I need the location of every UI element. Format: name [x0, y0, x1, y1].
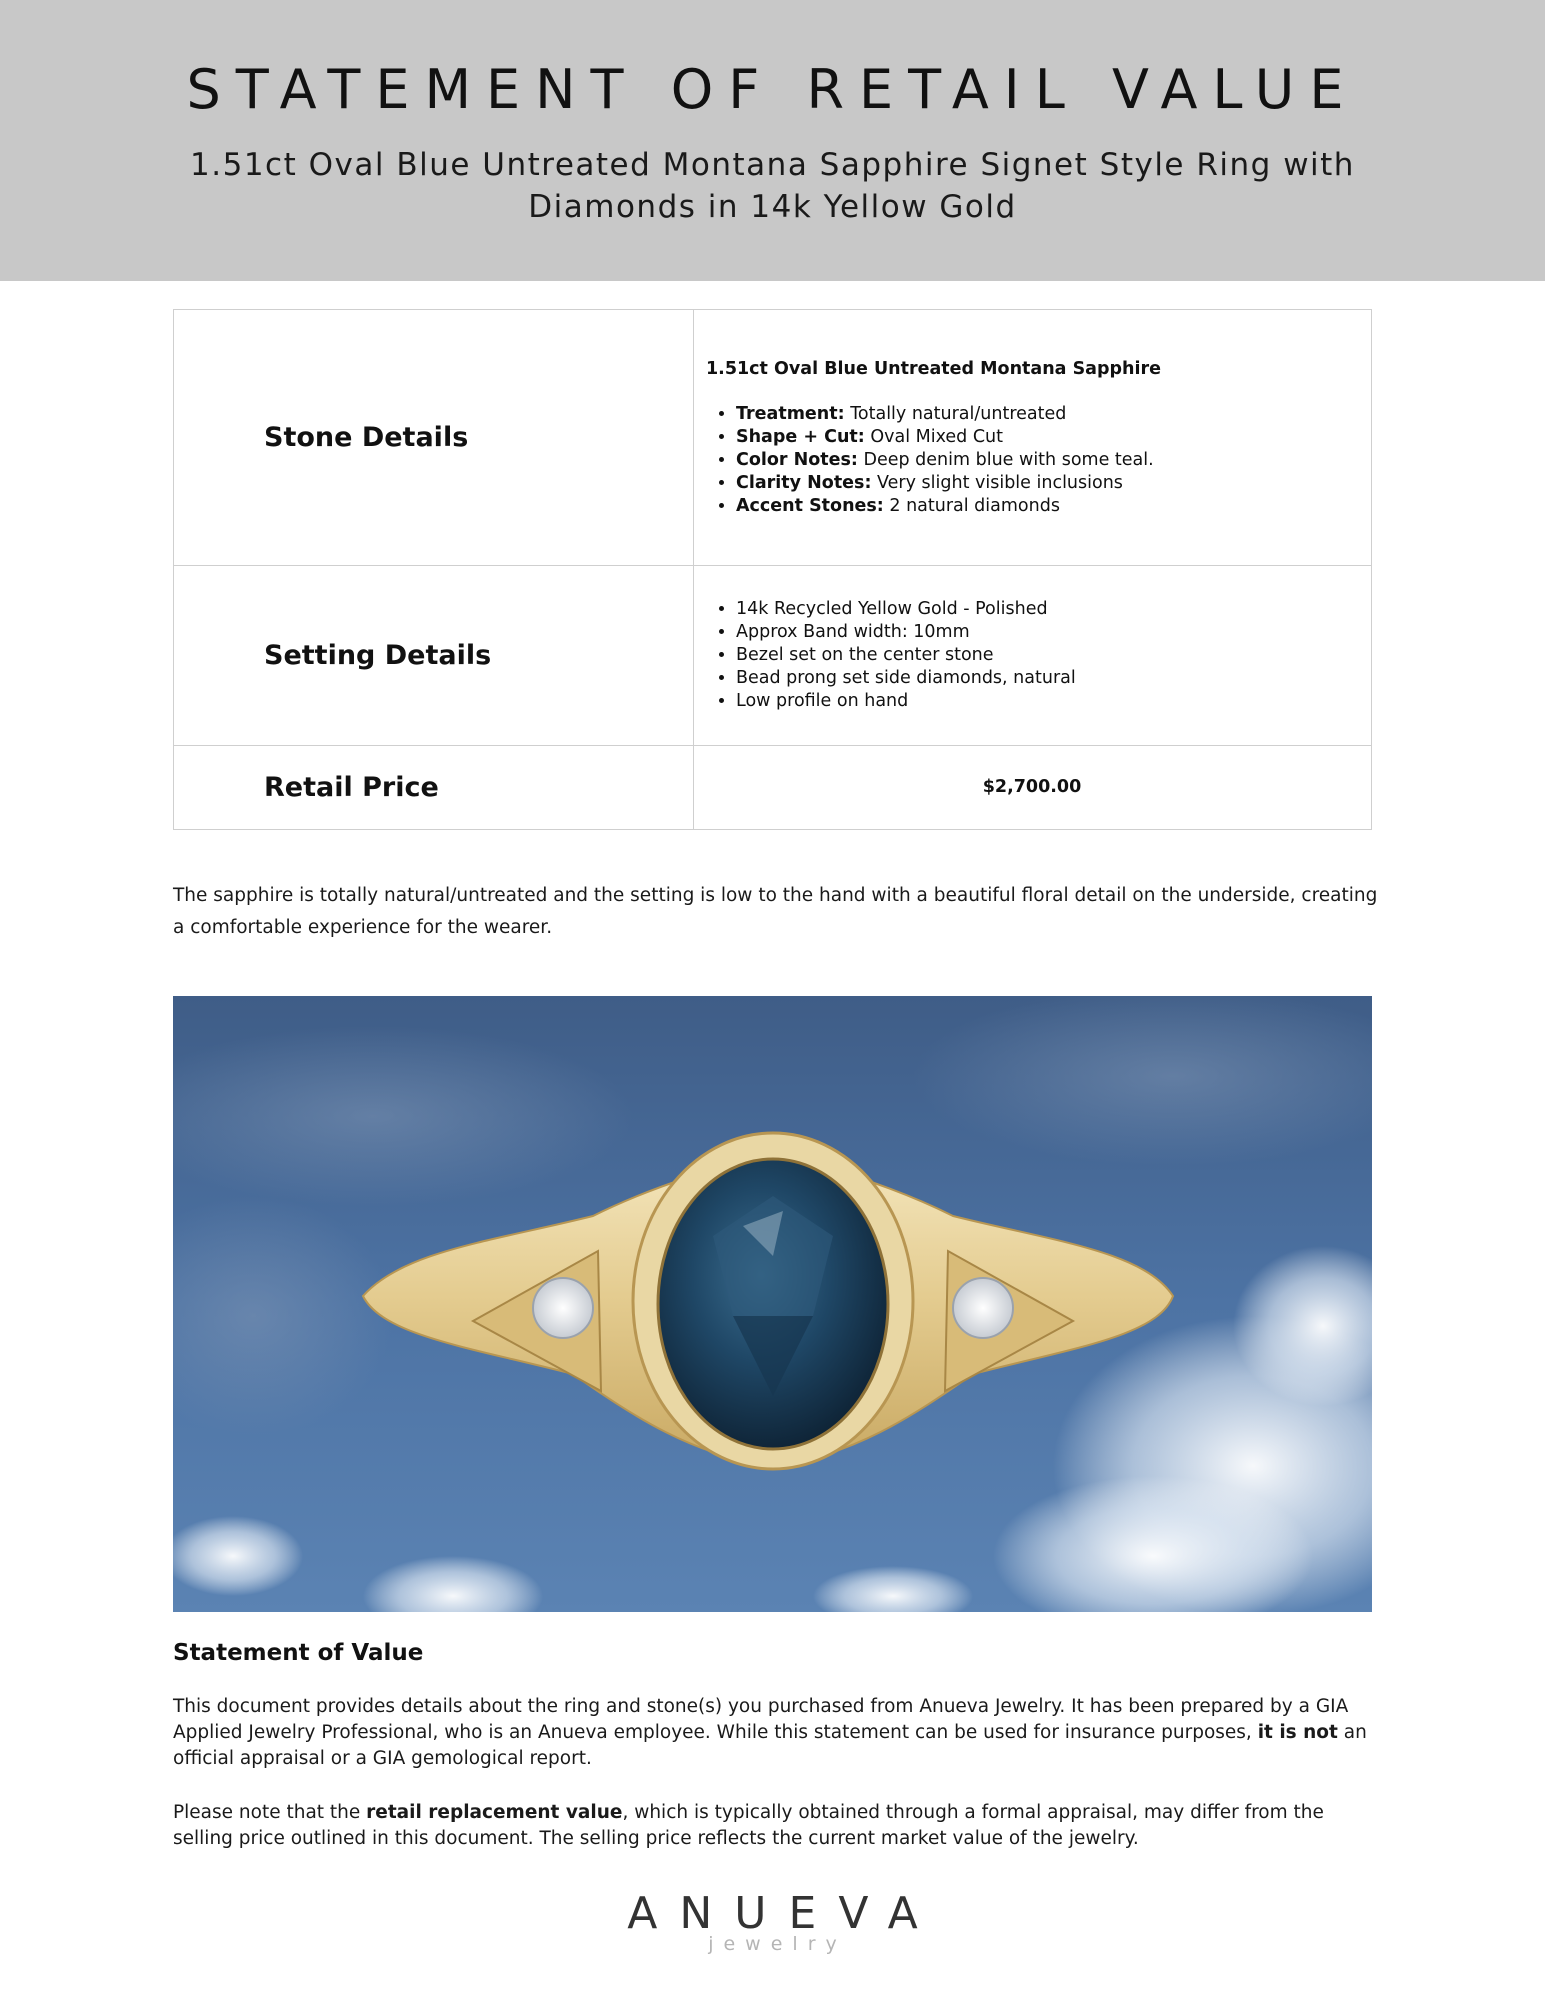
- list-item: • Clarity Notes: Very slight visible inclusions: [736, 472, 1370, 495]
- document-title: STATEMENT OF RETAIL VALUE: [186, 58, 1359, 121]
- product-subtitle: 1.51ct Oval Blue Untreated Montana Sapphire Signet Style Ring with Diamonds in 14k Yellow Gold: [190, 147, 1355, 225]
- statement-paragraph-1: This document provides details about the ring and stone(s) you purchased from Anueva Jewelry. It has been prepared by a GIA Applied Jewelry Professional, who is an Anueva employee. While this statement can be used for insurance purposes, it is not an official appraisal or a GIA gemological report.: [173, 1696, 1367, 1769]
- ring-photo: [173, 996, 1372, 1612]
- setting-details-row: [174, 566, 1372, 746]
- list-item: • Treatment: Totally natural/untreated: [736, 403, 1370, 426]
- logo-brand: ANUEVA: [627, 1888, 940, 1939]
- retail-price-value: $2,700.00: [694, 746, 1372, 830]
- stone-details-label: Stone Details: [264, 422, 469, 453]
- setting-details-label: Setting Details: [264, 640, 492, 671]
- stone-heading: 1.51ct Oval Blue Untreated Montana Sapphire: [706, 358, 1161, 379]
- details-table: [173, 309, 1372, 830]
- list-item: • Bezel set on the center stone: [736, 644, 1370, 667]
- stone-details-list: [706, 403, 1370, 518]
- list-item: • 14k Recycled Yellow Gold - Polished: [736, 598, 1370, 621]
- list-item: • Color Notes: Deep denim blue with some teal.: [736, 449, 1370, 472]
- list-item: • Approx Band width: 10mm: [736, 621, 1370, 644]
- list-item: • Shape + Cut: Oval Mixed Cut: [736, 426, 1370, 449]
- retail-price-label: Retail Price: [264, 772, 439, 803]
- stone-details-row: [174, 310, 1372, 566]
- setting-details-list: [706, 598, 1370, 713]
- list-item: • Bead prong set side diamonds, natural: [736, 667, 1370, 690]
- statement-paragraph-2: Please note that the retail replacement value, which is typically obtained through a formal appraisal, may differ from the selling price outlined in this document. The selling price reflects the current market value of the jewelry.: [173, 1802, 1324, 1849]
- list-item: • Low profile on hand: [736, 690, 1370, 713]
- list-item: • Accent Stones: 2 natural diamonds: [736, 495, 1370, 518]
- header-banner: [0, 0, 1545, 281]
- logo-subtitle: jewelry: [708, 1933, 847, 1955]
- intro-paragraph: The sapphire is totally natural/untreated and the setting is low to the hand with a beautiful floral detail on the underside, creating a comfortable experience for the wearer.: [173, 885, 1378, 938]
- statement-heading: Statement of Value: [173, 1640, 424, 1666]
- anueva-logo: [0, 1888, 1545, 1955]
- retail-price-row: [174, 746, 1372, 830]
